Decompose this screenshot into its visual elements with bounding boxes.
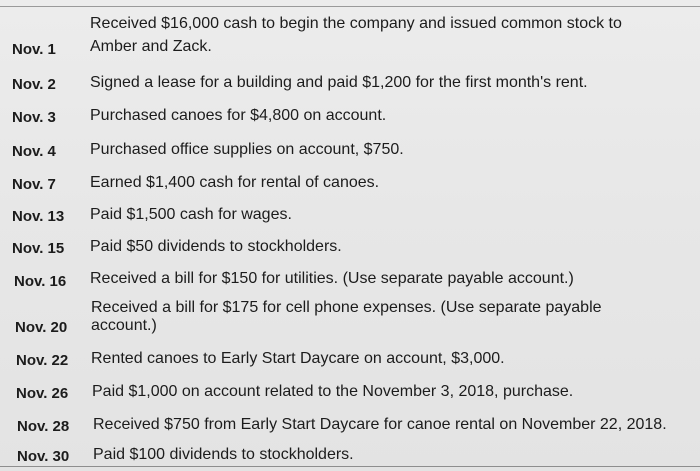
transaction-description: Received $16,000 cash to begin the company and issued common stock to (90, 15, 622, 32)
transaction-date: Nov. 15 (12, 240, 65, 257)
transaction-description: Purchased canoes for $4,800 on account. (90, 107, 387, 124)
transaction-description: account.) (91, 317, 157, 334)
transaction-date: Nov. 16 (14, 273, 67, 290)
transaction-date: Nov. 4 (12, 143, 56, 160)
transaction-date: Nov. 26 (16, 385, 69, 402)
transaction-description: Paid $100 dividends to stockholders. (93, 446, 354, 463)
transaction-date: Nov. 28 (17, 418, 70, 435)
transaction-date: Nov. 20 (15, 319, 68, 336)
transaction-description: Paid $1,500 cash for wages. (90, 206, 292, 223)
transaction-description: Paid $50 dividends to stockholders. (90, 238, 342, 255)
transaction-date: Nov. 2 (12, 76, 56, 93)
transaction-description: Rented canoes to Early Start Daycare on account, $3,000. (91, 350, 505, 367)
transaction-description: Paid $1,000 on account related to the November 3, 2018, purchase. (92, 383, 574, 400)
transaction-description: Amber and Zack. (90, 38, 212, 55)
transaction-description: Signed a lease for a building and paid $1,200 for the first month's rent. (90, 74, 588, 91)
transaction-date: Nov. 22 (16, 352, 69, 369)
transaction-date: Nov. 7 (12, 176, 56, 193)
transaction-date: Nov. 30 (17, 448, 70, 465)
transaction-description: Received a bill for $150 for utilities. (Use separate payable account.) (90, 270, 574, 287)
bottom-divider (0, 466, 700, 467)
transaction-date: Nov. 13 (12, 208, 65, 225)
transaction-date: Nov. 1 (12, 41, 56, 58)
transaction-description: Earned $1,400 cash for rental of canoes. (90, 174, 380, 191)
transaction-description: Received $750 from Early Start Daycare for canoe rental on November 22, 2018. (93, 416, 667, 433)
top-divider (0, 6, 700, 7)
transaction-description: Received a bill for $175 for cell phone expenses. (Use separate payable (91, 299, 602, 316)
transaction-date: Nov. 3 (12, 109, 56, 126)
transaction-description: Purchased office supplies on account, $750. (90, 141, 404, 158)
